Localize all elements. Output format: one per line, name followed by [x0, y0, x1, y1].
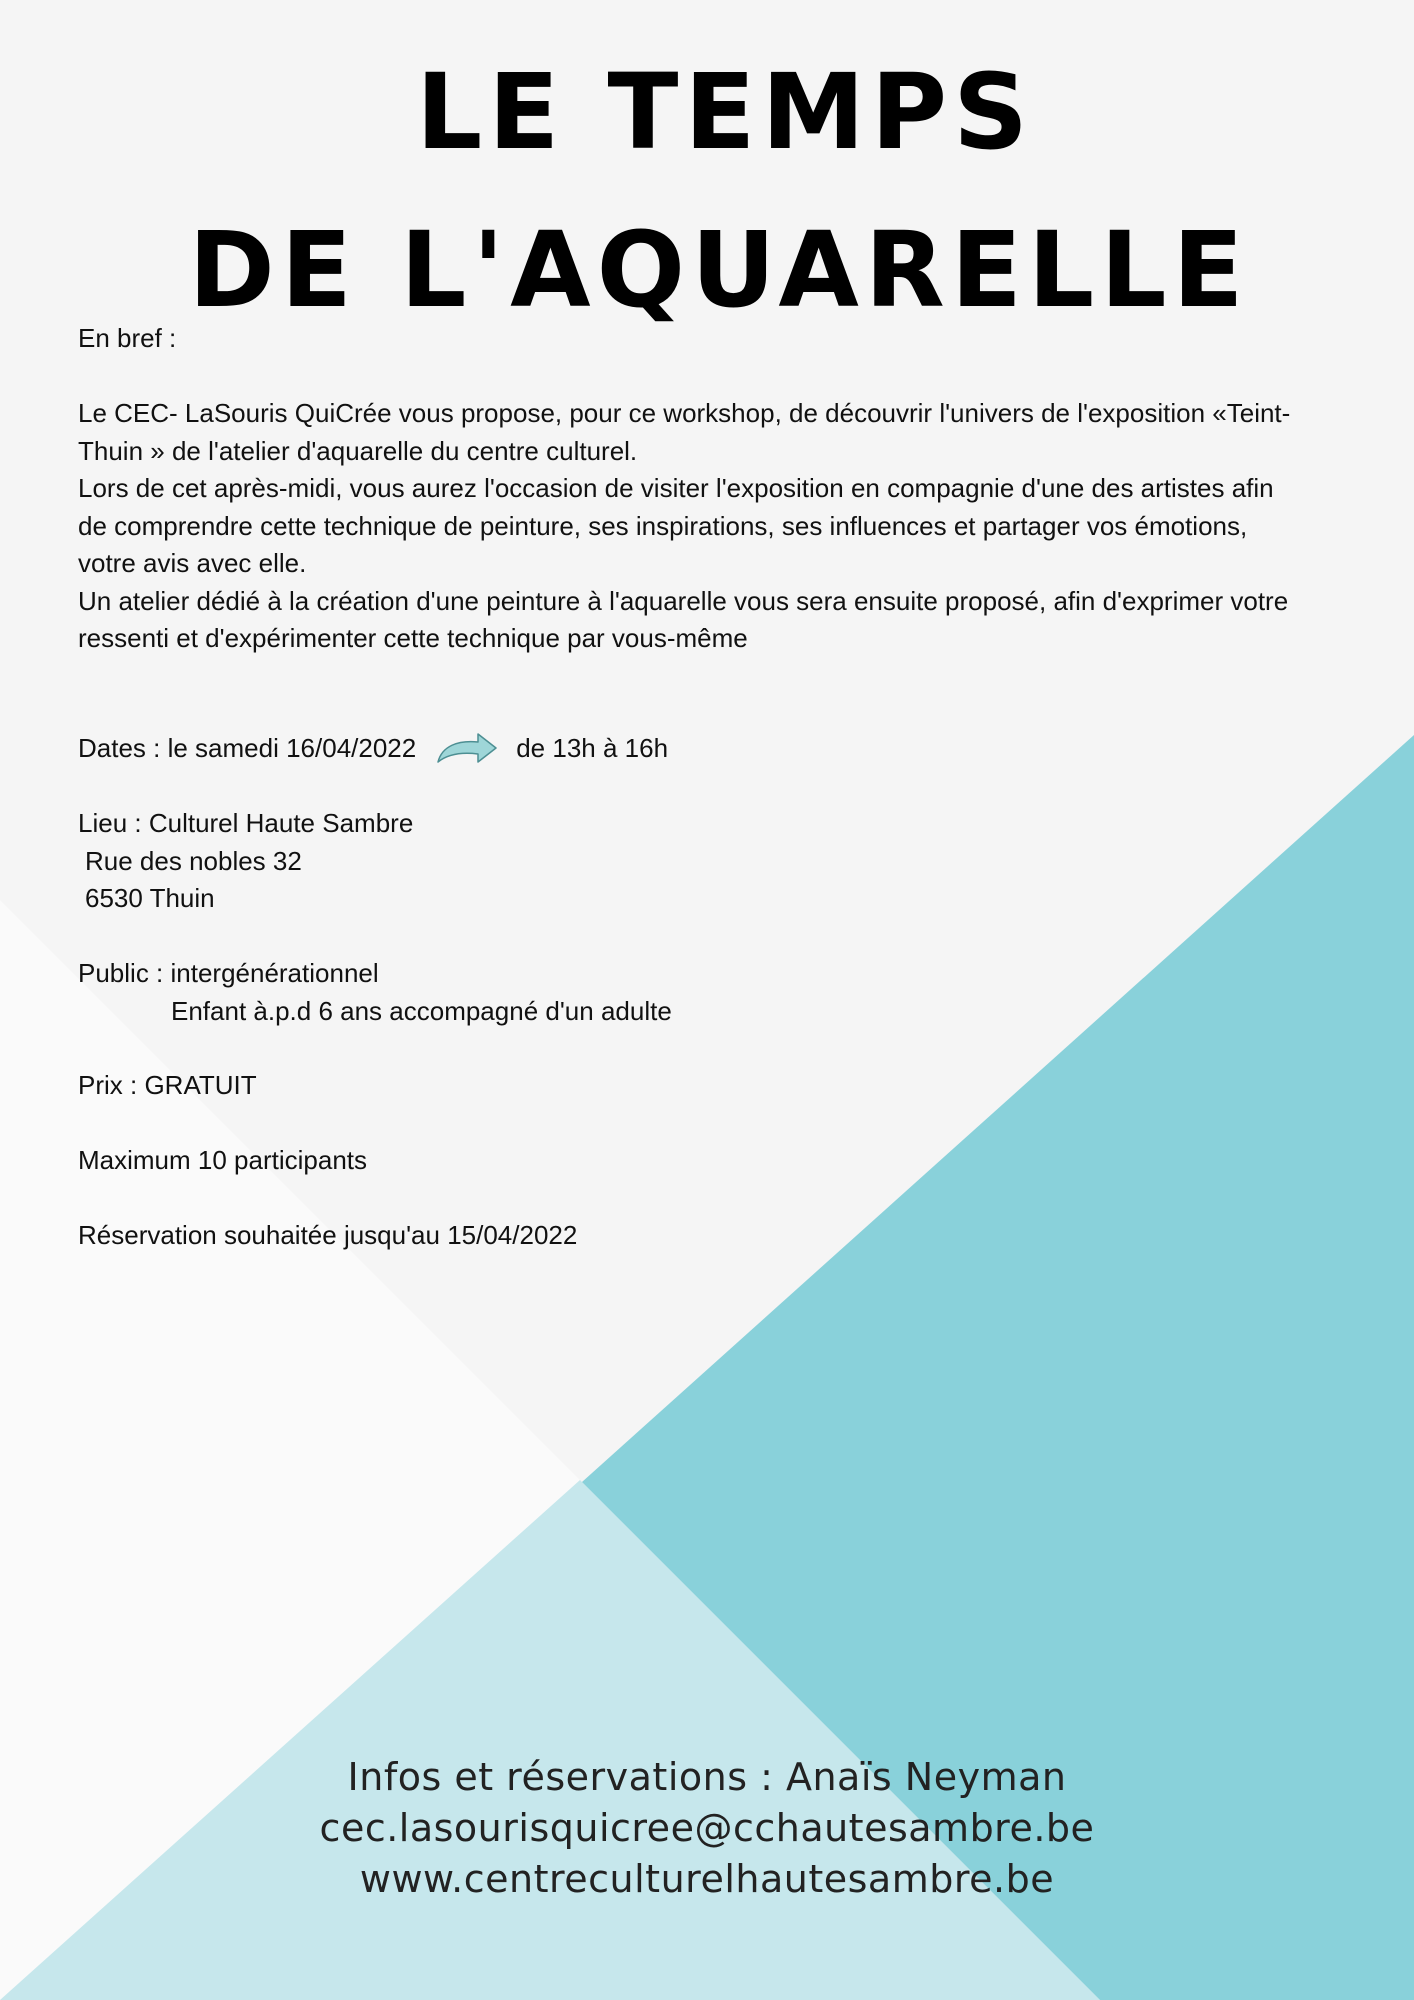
location-street: Rue des nobles 32 — [85, 845, 302, 876]
audience-block — [78, 955, 672, 1030]
location-name: Lieu : Culturel Haute Sambre — [78, 808, 414, 838]
contact-name: Infos et réservations : Anaïs Neyman — [347, 1755, 1067, 1799]
page-title-line-2: DE L'AQUARELLE — [188, 209, 1250, 331]
max-participants: Maximum 10 participants — [78, 1145, 367, 1175]
page-title-line-1: LE TEMPS — [415, 51, 1035, 173]
location-block — [78, 805, 413, 918]
footer-contact — [0, 1752, 1414, 1905]
location-city: 6530 Thuin — [85, 883, 215, 913]
website-link[interactable]: www.centreculturelhautesambre.be — [359, 1857, 1055, 1901]
reservation-deadline: Réservation souhaitée jusqu'au 15/04/2022 — [78, 1220, 578, 1250]
intro-paragraph: Le CEC- LaSouris QuiCrée vous propose, pour ce workshop, de découvrir l'univers de l'exposition «Teint-Thuin » de l'atelier d'aquarelle du centre culturel. — [78, 398, 1291, 466]
audience-detail: Enfant à.p.d 6 ans accompagné d'un adulte — [171, 995, 672, 1026]
dates-label: Dates : le samedi 16/04/2022 — [78, 733, 417, 763]
price: Prix : GRATUIT — [78, 1070, 257, 1100]
contact-email[interactable]: cec.lasourisquicree@cchautesambre.be — [319, 1806, 1095, 1850]
curved-arrow-right-icon — [436, 732, 498, 766]
time-range: de 13h à 16h — [516, 733, 669, 763]
intro-heading: En bref : — [78, 323, 177, 353]
dates-row — [78, 730, 668, 768]
audience-label: Public : intergénérationnel — [78, 958, 379, 988]
intro-paragraph: Un atelier dédié à la création d'une peinture à l'aquarelle vous sera ensuite proposé, afin d'exprimer votre ressenti et d'expérimenter cette technique par vous-même — [78, 585, 1289, 653]
intro-paragraph: Lors de cet après-midi, vous aurez l'occasion de visiter l'exposition en compagnie d'une des artistes afin de comprendre cette technique de peinture, ses inspirations, ses influences et partager vos émotions, votre avis avec elle. — [78, 473, 1274, 578]
intro-text — [78, 395, 1298, 658]
